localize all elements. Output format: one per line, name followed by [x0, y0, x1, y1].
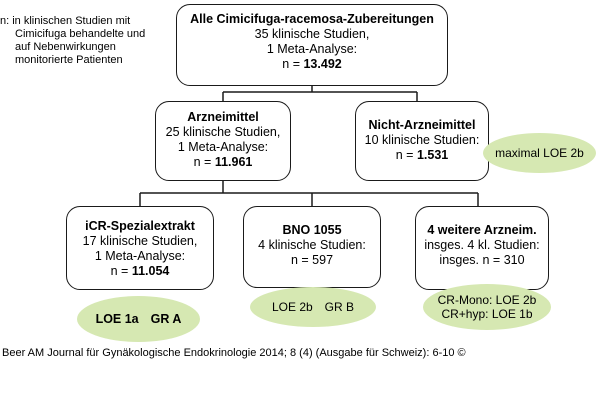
nondrugs-loe-text: maximal LOE 2b [495, 146, 584, 160]
drugs-studies: 25 klinische Studien, [165, 125, 281, 139]
nondrugs-studies: 10 klinische Studien: [364, 133, 480, 147]
icr-studies: 17 klinische Studien, [82, 234, 198, 248]
further-loe-line-1: CR-Mono: LOE 2b [437, 293, 537, 307]
root-box [176, 4, 448, 86]
root-n [177, 57, 447, 72]
source-credit: Beer AM Journal für Gynäkologische Endokrinologie 2014; 8 (4) (Ausgabe für Schweiz): 6-10 © [2, 347, 466, 359]
legend-line-1: n: in klinischen Studien mit [0, 15, 131, 27]
nondrugs-n [356, 148, 488, 163]
nondrugs-box [355, 101, 489, 181]
bno-gr-text: GR B [324, 300, 355, 314]
root-n-prefix: n = [282, 57, 304, 71]
icr-title: iCR-Spezialextrakt [85, 219, 195, 233]
nondrugs-n-prefix: n = [395, 148, 417, 162]
legend-line-2: Cimicifuga behandelte und [15, 28, 146, 40]
further-loe-lines [438, 293, 537, 321]
icr-n-prefix: n = [110, 264, 132, 278]
drugs-meta: 1 Meta-Analyse: [177, 140, 269, 154]
legend-line-4: monitorierte Patienten [15, 54, 123, 66]
root-meta: 1 Meta-Analyse: [266, 42, 358, 56]
icr-n [67, 264, 213, 279]
icr-meta: 1 Meta-Analyse: [94, 249, 186, 263]
icr-loe-text: LOE 1a [95, 312, 139, 326]
further-loe-line-2: CR+hyp: LOE 1b [441, 307, 533, 321]
drugs-box [155, 101, 291, 181]
legend-note [0, 15, 170, 67]
bno-studies: 4 klinische Studien: [258, 238, 366, 252]
icr-box [66, 206, 214, 290]
drugs-title: Arzneimittel [187, 110, 259, 124]
root-n-value: 13.492 [303, 57, 342, 71]
root-title: Alle Cimicifuga-racemosa-Zubereitungen [190, 12, 434, 26]
nondrugs-loe-oval [483, 133, 596, 173]
nondrugs-n-value: 1.531 [416, 148, 449, 162]
bno-loe-oval [250, 287, 376, 327]
further-box [415, 206, 549, 290]
icr-n-value: 11.054 [131, 264, 170, 278]
icr-gr-text: GR A [150, 312, 182, 326]
further-n: insges. n = 310 [439, 253, 525, 267]
further-loe-oval [423, 284, 551, 330]
bno-title: BNO 1055 [282, 223, 342, 237]
drugs-n [156, 155, 290, 170]
nondrugs-title: Nicht-Arzneimittel [368, 118, 476, 132]
bno-box [243, 206, 381, 288]
legend-line-3: auf Nebenwirkungen [15, 41, 116, 53]
drugs-n-prefix: n = [193, 155, 215, 169]
drugs-n-value: 11.961 [214, 155, 253, 169]
root-studies: 35 klinische Studien, [254, 27, 370, 41]
bno-n: n = 597 [290, 253, 334, 267]
bno-loe-text: LOE 2b [271, 300, 313, 314]
further-studies: insges. 4 kl. Studien: [424, 238, 540, 252]
icr-loe-oval [77, 296, 200, 342]
further-title: 4 weitere Arzneim. [427, 223, 537, 237]
